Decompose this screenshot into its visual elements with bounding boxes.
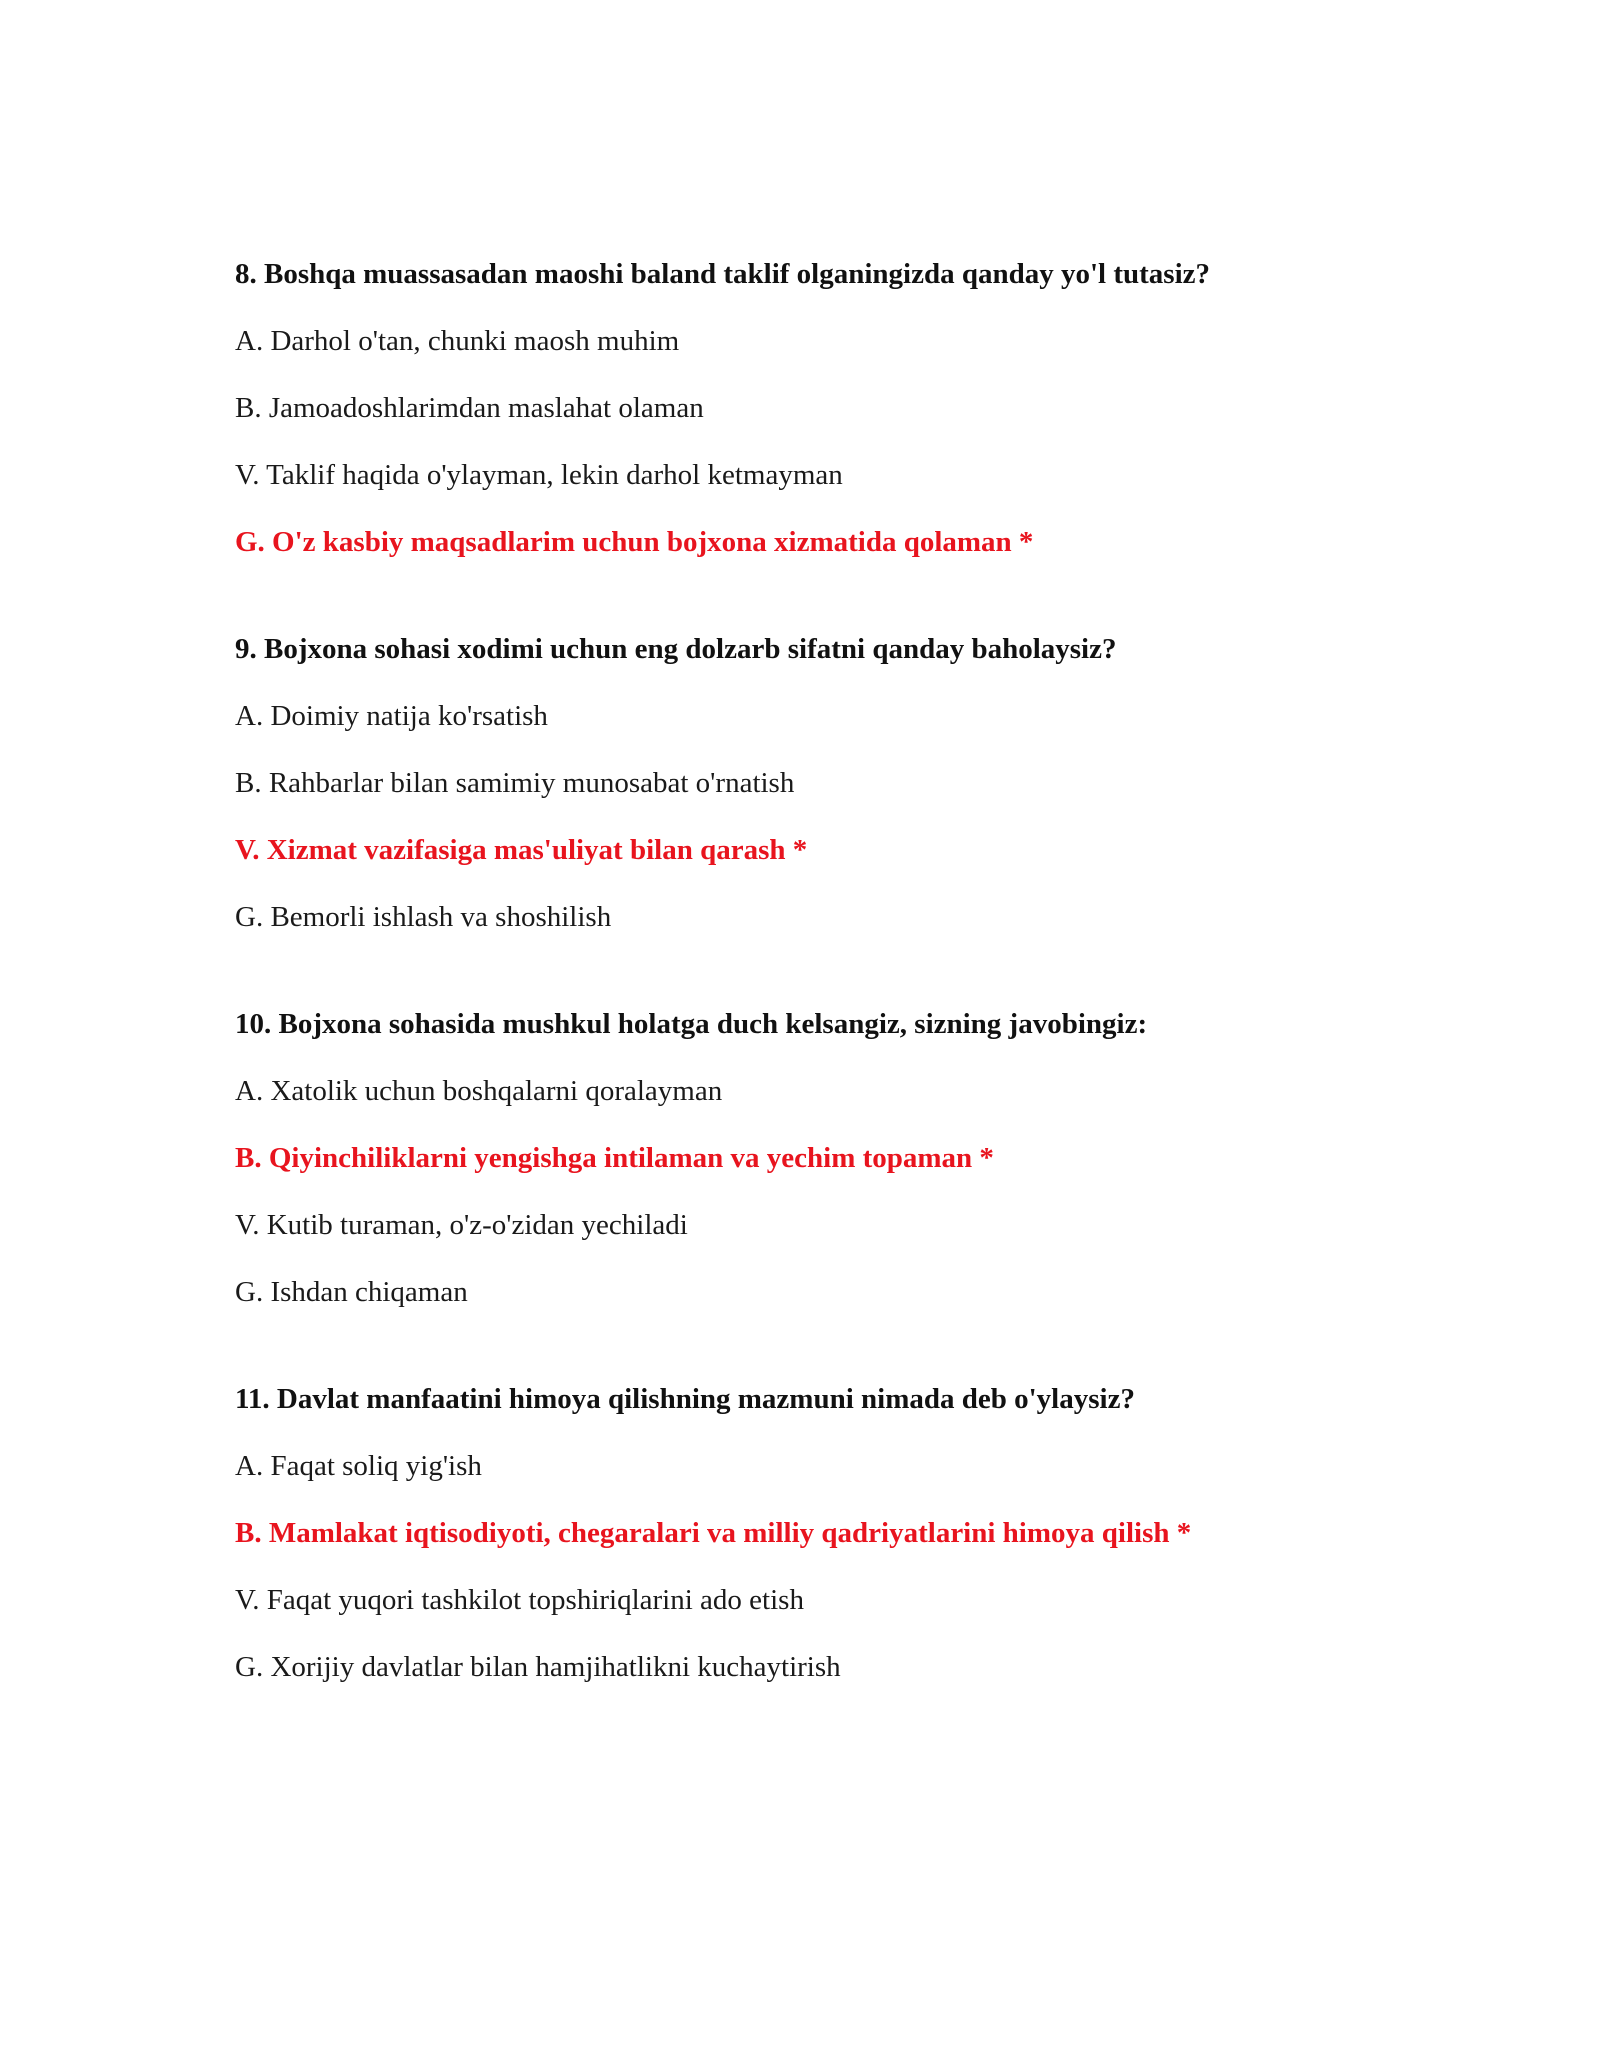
answer-option: V. Faqat yuqori tashkilot topshiriqlarini ado etish [235, 1584, 804, 1616]
correct-answer-option: B. Mamlakat iqtisodiyoti, chegaralari va milliy qadriyatlarini himoya qilish * [235, 1517, 1192, 1549]
question-block-8 [235, 254, 1485, 562]
question-block-10 [235, 1004, 1485, 1312]
answer-option: V. Kutib turaman, o'z-o'zidan yechiladi [235, 1209, 688, 1241]
question-title: 10. Bojxona sohasida mushkul holatga duch kelsangiz, sizning javobingiz: [235, 1008, 1148, 1040]
answer-option: B. Rahbarlar bilan samimiy munosabat o'rnatish [235, 767, 795, 799]
answer-option: A. Darhol o'tan, chunki maosh muhim [235, 325, 680, 357]
answer-option: A. Faqat soliq yig'ish [235, 1450, 482, 1482]
correct-answer-option: G. O'z kasbiy maqsadlarim uchun bojxona xizmatida qolaman * [235, 526, 1034, 558]
question-title: 8. Boshqa muassasadan maoshi baland taklif olganingizda qanday yo'l tutasiz? [235, 258, 1210, 290]
correct-answer-option: V. Xizmat vazifasiga mas'uliyat bilan qarash * [235, 834, 808, 866]
question-title: 9. Bojxona sohasi xodimi uchun eng dolzarb sifatni qanday baholaysiz? [235, 633, 1117, 665]
answer-option: A. Xatolik uchun boshqalarni qoralayman [235, 1075, 723, 1107]
question-list [235, 254, 1485, 1754]
correct-answer-option: B. Qiyinchiliklarni yengishga intilaman va yechim topaman * [235, 1142, 994, 1174]
answer-option: G. Bemorli ishlash va shoshilish [235, 901, 612, 933]
answer-option: V. Taklif haqida o'ylayman, lekin darhol ketmayman [235, 459, 843, 491]
answer-option: G. Ishdan chiqaman [235, 1276, 468, 1308]
answer-option: G. Xorijiy davlatlar bilan hamjihatlikni kuchaytirish [235, 1651, 841, 1683]
answer-option: B. Jamoadoshlarimdan maslahat olaman [235, 392, 704, 424]
question-block-9 [235, 629, 1485, 937]
answer-option: A. Doimiy natija ko'rsatish [235, 700, 548, 732]
question-title: 11. Davlat manfaatini himoya qilishning mazmuni nimada deb o'ylaysiz? [235, 1383, 1135, 1415]
question-block-11 [235, 1379, 1485, 1687]
